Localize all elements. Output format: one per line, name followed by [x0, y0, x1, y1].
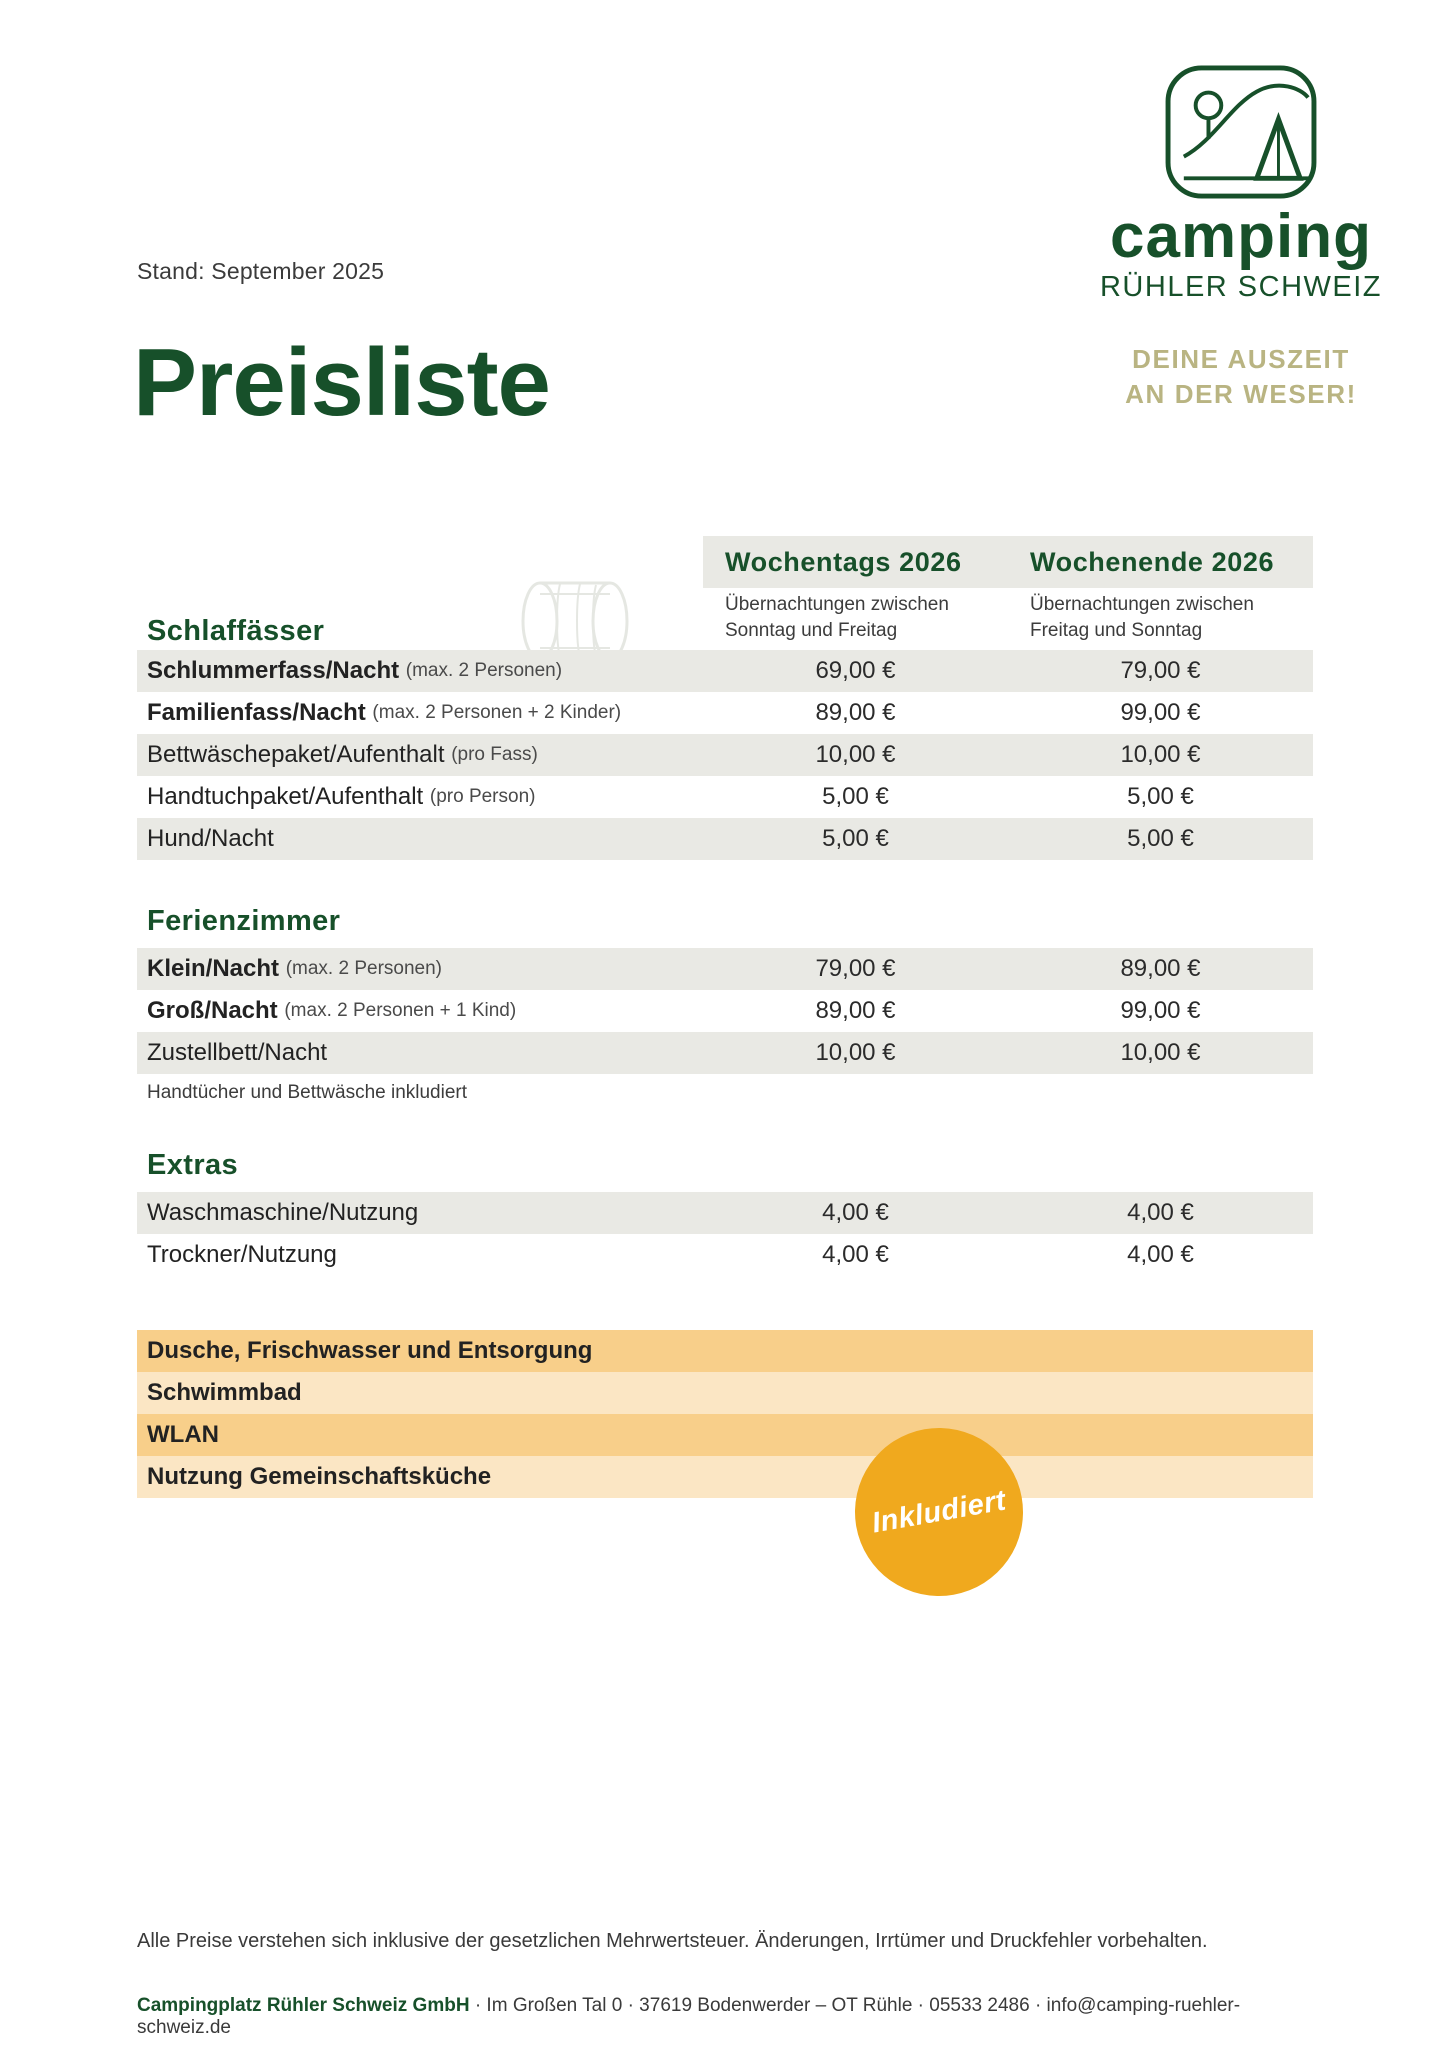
row-price-weekend: 89,00 €	[1008, 948, 1313, 990]
included-badge: Inkludiert	[842, 1415, 1037, 1610]
included-item: WLAN	[137, 1414, 1313, 1456]
row-price-weekday: 5,00 €	[703, 818, 1008, 860]
table-row	[137, 990, 1313, 1032]
table-row	[137, 1032, 1313, 1074]
row-price-weekday: 10,00 €	[703, 1032, 1008, 1074]
brand-subname: RÜHLER SCHWEIZ	[1099, 271, 1382, 303]
row-label: Klein/Nacht	[147, 955, 280, 982]
table-row	[137, 776, 1313, 818]
header-spacer	[137, 536, 703, 588]
row-label: Hund/Nacht	[147, 825, 274, 852]
row-price-weekend: 10,00 €	[1008, 1032, 1313, 1074]
row-price-weekend: 79,00 €	[1008, 650, 1313, 692]
included-block	[137, 1330, 1313, 1498]
row-price-weekday: 4,00 €	[703, 1192, 1008, 1234]
row-price-weekend: 99,00 €	[1120, 997, 1201, 1024]
column-header-weekday: Wochentags 2026	[703, 536, 1008, 588]
row-label: Zustellbett/Nacht	[147, 1039, 328, 1066]
included-item: Schwimmbad	[137, 1372, 1313, 1414]
section-title-ferienzimmer: Ferienzimmer	[147, 905, 341, 937]
document-header	[0, 0, 1448, 480]
row-label: Familienfass/Nacht	[147, 699, 366, 726]
row-price-weekend: 10,00 €	[1008, 734, 1313, 776]
row-price-weekend: 4,00 €	[1008, 1192, 1313, 1234]
row-price-weekday: 89,00 €	[815, 997, 896, 1024]
column-header-weekend: Wochenende 2026	[1008, 536, 1313, 588]
brand-wordmark: camping	[1110, 202, 1372, 271]
section-title-extras: Extras	[147, 1149, 239, 1181]
row-note: (max. 2 Personen + 1 Kind)	[284, 1000, 517, 1021]
table-row	[137, 818, 1313, 860]
row-note: (pro Person)	[429, 786, 536, 807]
footer-contact: · Im Großen Tal 0 · 37619 Bodenwerder – OT Rühle · 05533 2486 · info@camping-ruehler-schweiz.de	[137, 1995, 1241, 2038]
camping-logo-icon	[1162, 62, 1320, 202]
table-row	[137, 1234, 1313, 1276]
table-header-row	[137, 536, 1313, 588]
brand-claim	[1091, 342, 1391, 412]
row-price-weekday: 10,00 €	[703, 734, 1008, 776]
section-rows-extras	[137, 1192, 1313, 1276]
row-price-weekday: 4,00 €	[822, 1241, 889, 1268]
page-title: Preisliste	[133, 329, 550, 436]
section-rows-schlaffaesser	[137, 650, 1313, 860]
column-subheader-weekend	[1008, 588, 1313, 650]
section-rows-ferienzimmer	[137, 948, 1313, 1074]
date-stamp: Stand: September 2025	[137, 258, 385, 284]
row-label: Trockner/Nutzung	[147, 1241, 337, 1268]
price-table	[137, 536, 1313, 1276]
brand-claim-line1: DEINE AUSZEIT	[1132, 343, 1350, 374]
footer-disclaimer: Alle Preise verstehen sich inklusive der gesetzlichen Mehrwertsteuer. Änderungen, Irrtümer und Druckfehler vorbehalten.	[137, 1930, 1208, 1952]
table-row	[137, 1192, 1313, 1234]
row-price-weekend: 5,00 €	[1127, 783, 1194, 810]
row-label: Bettwäschepaket/Aufenthalt	[147, 741, 445, 768]
column-subheader-weekend-line2: Freitag und Sonntag	[1030, 619, 1203, 641]
footer-address	[137, 1995, 1317, 2039]
column-subheader-weekday-line1: Übernachtungen zwischen	[725, 594, 949, 615]
section-footnote-ferienzimmer: Handtücher und Bettwäsche inkludiert	[147, 1082, 468, 1103]
row-price-weekend: 4,00 €	[1127, 1241, 1194, 1268]
included-item: Nutzung Gemeinschaftsküche	[137, 1456, 1313, 1498]
table-row	[137, 692, 1313, 734]
row-label: Waschmaschine/Nutzung	[147, 1199, 419, 1226]
row-price-weekend: 99,00 €	[1120, 699, 1201, 726]
row-note: (max. 2 Personen)	[285, 958, 442, 979]
row-price-weekday: 69,00 €	[703, 650, 1008, 692]
row-note: (pro Fass)	[451, 744, 538, 765]
table-row	[137, 650, 1313, 692]
table-subheader-row	[137, 588, 1313, 650]
row-note: (max. 2 Personen)	[405, 660, 563, 681]
column-subheader-weekday	[703, 588, 1008, 650]
included-item: Dusche, Frischwasser und Entsorgung	[137, 1330, 1313, 1372]
row-label: Schlummerfass/Nacht	[147, 657, 400, 684]
row-price-weekday: 79,00 €	[703, 948, 1008, 990]
brand-claim-line2: AN DER WESER!	[1125, 378, 1357, 409]
section-header-extras	[137, 1138, 1313, 1182]
section-title-schlaffaesser: Schlaffässer	[147, 615, 325, 647]
footer-company: Campingplatz Rühler Schweiz GmbH	[137, 1995, 470, 2016]
table-row	[137, 734, 1313, 776]
column-subheader-weekend-line1: Übernachtungen zwischen	[1030, 594, 1254, 615]
document-footer	[137, 1930, 1317, 2039]
brand-logo-block	[1091, 62, 1391, 412]
row-price-weekday: 89,00 €	[815, 699, 896, 726]
row-price-weekday: 5,00 €	[822, 783, 889, 810]
row-label: Handtuchpaket/Aufenthalt	[147, 783, 424, 810]
table-row	[137, 948, 1313, 990]
row-note: (max. 2 Personen + 2 Kinder)	[372, 702, 622, 723]
section-header-ferienzimmer	[137, 894, 1313, 938]
column-subheader-weekday-line2: Sonntag und Freitag	[725, 619, 898, 641]
row-price-weekend: 5,00 €	[1008, 818, 1313, 860]
row-label: Groß/Nacht	[147, 997, 278, 1024]
